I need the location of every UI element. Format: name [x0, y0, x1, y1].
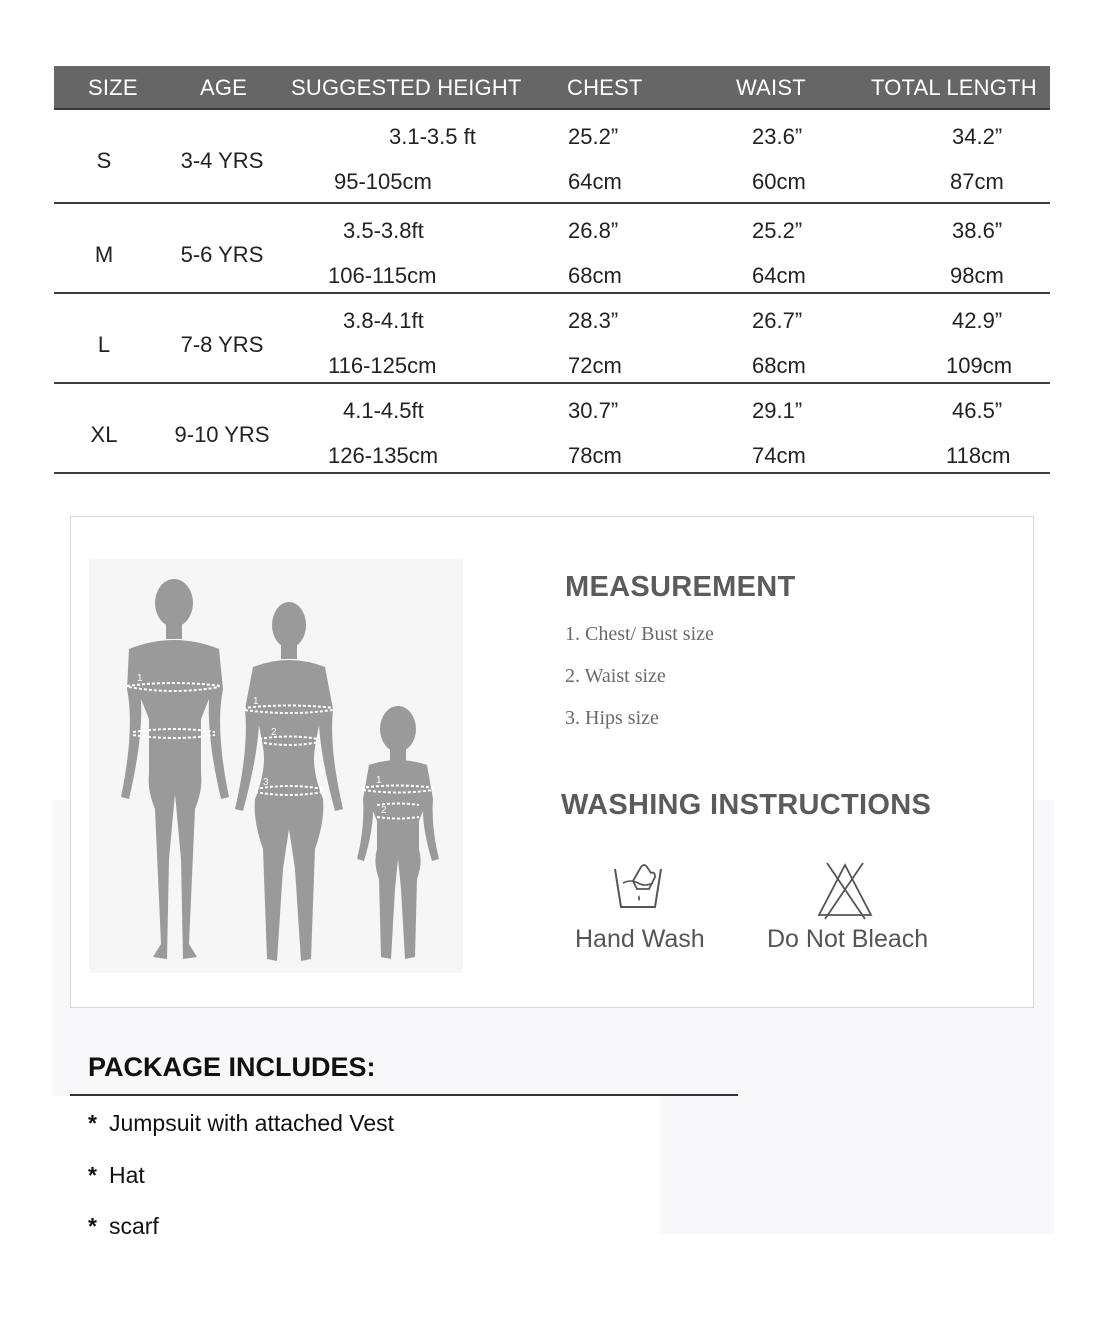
chest-marker: 1 — [253, 696, 259, 707]
table-row: M 5-6 YRS 3.5-3.8ft 106-115cm 26.8” 68cm 25.2” 64cm 38.6” 98cm — [54, 204, 1050, 294]
package-item-label: Jumpsuit with attached Vest — [108, 1110, 395, 1136]
header-total-length: TOTAL LENGTH — [871, 75, 1037, 100]
waist-marker: 2 — [271, 727, 277, 738]
waist-marker: 2 — [381, 805, 387, 816]
chest-cm-cell: 64cm — [568, 169, 622, 194]
chest-in-cell: 28.3” — [568, 308, 619, 333]
waist-in-cell: 23.6” — [752, 124, 803, 149]
measurement-item-hips: 3. Hips size — [565, 707, 659, 729]
height-ft-cell: 3.8-4.1ft — [343, 308, 424, 333]
waist-in-cell: 25.2” — [752, 218, 803, 243]
length-cm-cell: 109cm — [946, 353, 1013, 378]
height-cm-cell: 116-125cm — [328, 353, 437, 378]
length-in-cell: 46.5” — [952, 398, 1003, 423]
header-suggested-height: SUGGESTED HEIGHT — [291, 75, 522, 100]
package-divider — [70, 1094, 738, 1096]
header-waist: WAIST — [736, 75, 806, 100]
height-cm-cell: 126-135cm — [328, 443, 439, 468]
waist-cm-cell: 74cm — [752, 443, 806, 468]
height-cm-cell: 106-115cm — [328, 263, 437, 288]
size-chart-table — [54, 66, 1050, 474]
table-header — [54, 66, 1050, 110]
header-age: AGE — [200, 75, 248, 100]
table-row: S 3-4 YRS 3.1-3.5 ft 95-105cm 25.2” 64cm 23.6” 60cm 34.2” 87cm — [54, 110, 1050, 204]
header-chest: CHEST — [567, 75, 643, 100]
chest-marker: 1 — [376, 775, 382, 786]
measurement-item-waist: 2. Waist size — [565, 665, 666, 687]
hips-marker: 3 — [263, 777, 269, 788]
length-cm-cell: 87cm — [950, 169, 1004, 194]
length-cm-cell: 98cm — [950, 263, 1004, 288]
chest-in-cell: 26.8” — [568, 218, 619, 243]
waist-cm-cell: 60cm — [752, 169, 806, 194]
waist-in-cell: 26.7” — [752, 308, 803, 333]
waist-in-cell: 29.1” — [752, 398, 803, 423]
length-cm-cell: 118cm — [946, 443, 1011, 468]
bullet-star: * — [88, 1213, 97, 1239]
waist-cm-cell: 68cm — [752, 353, 806, 378]
washing-instructions-heading: WASHING INSTRUCTIONS — [561, 789, 932, 821]
table-row: L 7-8 YRS 3.8-4.1ft 116-125cm 28.3” 72cm 26.7” 68cm 42.9” 109cm — [54, 294, 1050, 384]
hand-wash-label: Hand Wash — [575, 925, 705, 953]
chest-cm-cell: 72cm — [568, 353, 622, 378]
length-in-cell: 38.6” — [952, 218, 1003, 243]
measurement-item-chest: 1. Chest/ Bust size — [565, 623, 714, 645]
bullet-star: * — [88, 1162, 97, 1188]
chest-in-cell: 25.2” — [568, 124, 619, 149]
chest-marker: 1 — [137, 673, 143, 684]
length-in-cell: 42.9” — [952, 308, 1003, 333]
length-in-cell: 34.2” — [952, 124, 1003, 149]
header-size: SIZE — [88, 75, 138, 100]
body-measurement-figures — [89, 559, 463, 973]
height-ft-cell: 4.1-4.5ft — [343, 398, 424, 423]
package-item — [88, 1162, 145, 1189]
height-ft-cell: 3.1-3.5 ft — [389, 124, 476, 149]
waist-cm-cell: 64cm — [752, 263, 806, 288]
hand-wash-icon — [611, 859, 665, 915]
height-cm-cell: 95-105cm — [334, 169, 432, 194]
do-not-bleach-icon — [815, 861, 875, 921]
table-body — [54, 110, 1050, 474]
do-not-bleach-label: Do Not Bleach — [767, 925, 929, 953]
chest-cm-cell: 68cm — [568, 263, 622, 288]
chest-in-cell: 30.7” — [568, 398, 619, 423]
measurement-heading: MEASUREMENT — [565, 571, 796, 603]
package-includes-heading: PACKAGE INCLUDES: — [88, 1052, 376, 1082]
waist-marker: 2 — [141, 720, 147, 731]
package-item-label: scarf — [108, 1213, 159, 1239]
package-item-label: Hat — [108, 1162, 145, 1188]
bullet-star: * — [88, 1110, 97, 1136]
package-item — [88, 1213, 159, 1240]
chest-cm-cell: 78cm — [568, 443, 622, 468]
body-figures-illustration — [89, 559, 463, 973]
background-band — [660, 1096, 1054, 1234]
height-ft-cell: 3.5-3.8ft — [343, 218, 424, 243]
table-row: XL 9-10 YRS 4.1-4.5ft 126-135cm 30.7” 78cm 29.1” 74cm 46.5” 118cm — [54, 384, 1050, 474]
package-item — [88, 1110, 394, 1137]
measurement-panel — [70, 516, 1034, 1008]
